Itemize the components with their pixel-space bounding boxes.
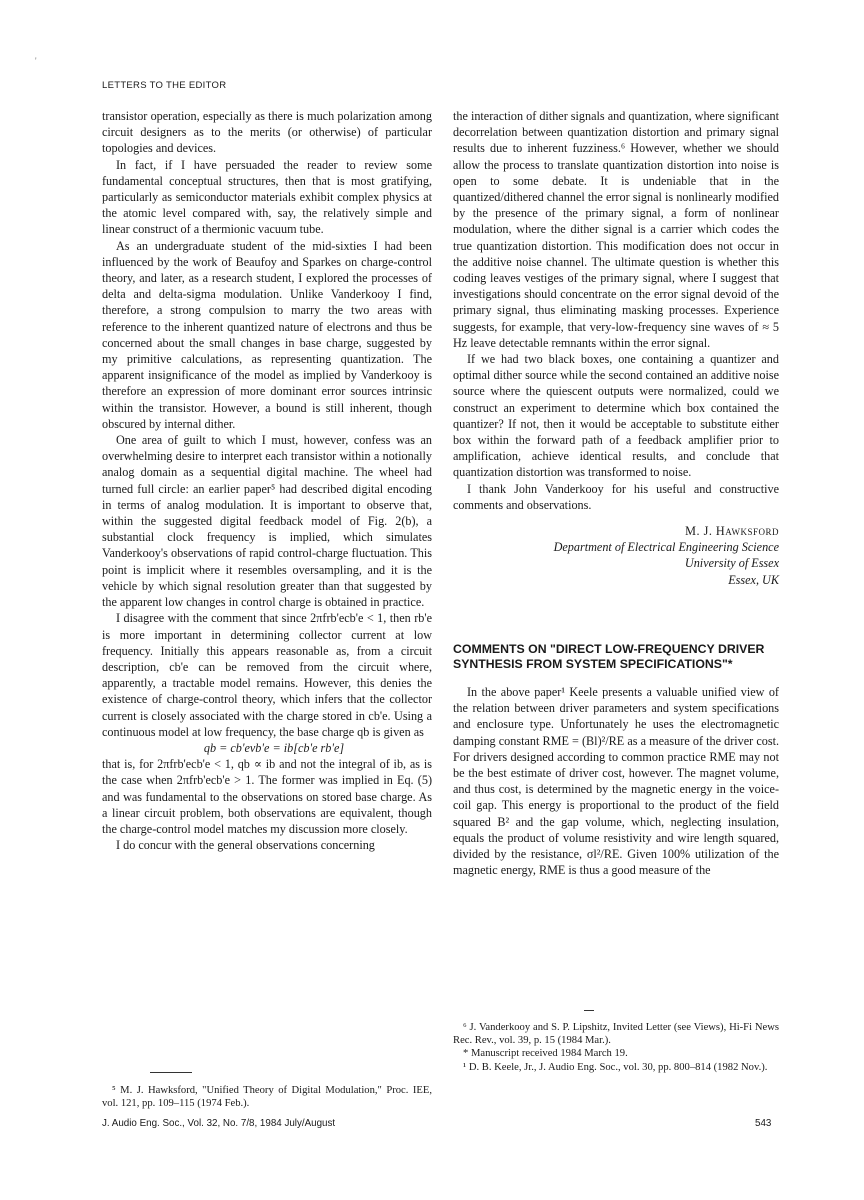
footnote-6: ⁶ J. Vanderkooy and S. P. Lipshitz, Invited Letter (see Views), Hi-Fi News Rec. Rev., vol. 39, p. 15 (1984 Mar.). bbox=[453, 1022, 779, 1047]
left-paragraph-3: As an undergraduate student of the mid-sixties I had been influenced by the work of Beaufoy and Sparkes on charge-control theory, and later, as a research student, I explored the processes of delta and delta-sigma modulation. Unlike Vanderkooy I find, therefore, a strong compulsion to marry the two areas with reference to the inherent quantized nature of electrons and thus be concerned about the small changes in base charge, suggested by my primitive calculations, as representing quantization. The apparent insignificance of the model as implied by Vanderkooy is therefore an expression of more dominant error sources intrinsic within the transistor. However, a bound is still inherent, though obscured by internal dither. bbox=[102, 238, 432, 431]
footnotes-right bbox=[453, 1021, 779, 1074]
right-paragraph-2: If we had two black boxes, one containing a quantizer and optimal dither source while the second contained an additive noise source where the quiescent outputs were normalized, could we construct an experiment to determine which box contained the quantizer? If not, then it would be acceptable to substitute either box within the forward path of a feedback amplifier prior to amplification, achieve identical results, and conclude that quantization distortion was transformed to noise. bbox=[453, 352, 779, 480]
signature-name: M. J. Hawksford bbox=[685, 524, 779, 539]
right-paragraph-1: the interaction of dither signals and quantization, where significant decorrelation between quantization distortion and primary signal results due to inherent fuzziness.⁶ However, whether we should allow the process to translate quantization distortion into noise is open to some debate. It is undeniable that in the quantized/dithered channel the error signal is nonlinearly modified by the presence of the primary signal, a form of nonlinear modulation, where the dither signal is a carrier which codes the true quantization distortion. This modification does not occur in the additive noise channel. The ultimate question is whether this coding leaves vestiges of the primary signal, where I suggest that investigations should concentrate on the error signal devoid of the primary signal, thus eliminating masking processes. Experience suggests, for example, that very-low-frequency sine waves of ≈ 5 Hz leave detectable remnants within the error signal. bbox=[453, 109, 779, 350]
footnotes-left bbox=[102, 1084, 432, 1110]
signature-department: Department of Electrical Engineering Science bbox=[553, 540, 779, 555]
stray-mark: ' bbox=[35, 56, 37, 66]
footnote-rule-right bbox=[584, 1010, 594, 1011]
right-paragraph-3: I thank John Vanderkooy for his useful and constructive comments and observations. bbox=[453, 481, 779, 512]
article-headline: COMMENTS ON "DIRECT LOW-FREQUENCY DRIVER SYNTHESIS FROM SYSTEM SPECIFICATIONS"* bbox=[453, 641, 765, 671]
left-paragraph-4: One area of guilt to which I must, however, confess was an overwhelming desire to interpret each transistor within a notionally analog domain as a sequential digital machine. The wheel had turned full circle: an earlier paper⁵ had described digital encoding in terms of analog modulation. It is important to observe that, within the suggested digital feedback model of Fig. 2(b), a substantial clock frequency is implied, which simulates Vanderkooy's observations of rapid control-charge fluctuation. This point is implicit where it resembles oversampling, and it is the vehicle by which signal resolution greater than that suggested by the apparent low changes in control charge is obtained in practice. bbox=[102, 433, 432, 610]
left-paragraph-7: I do concur with the general observations concerning bbox=[116, 838, 375, 853]
left-paragraph-2: In fact, if I have persuaded the reader to review some fundamental conceptual structures, then that is most gratifying, particularly as semiconductor materials exhibit complex physics at the atomic level compared with, say, the relatively simple and linear construct of a thermionic vacuum tube. bbox=[102, 157, 432, 237]
footnote-rule-left bbox=[150, 1072, 192, 1073]
running-head: LETTERS TO THE EDITOR bbox=[102, 80, 227, 91]
footnote-manuscript: * Manuscript received 1984 March 19. bbox=[463, 1048, 628, 1060]
footnote-5: ⁵ M. J. Hawksford, "Unified Theory of Digital Modulation," Proc. IEE, vol. 121, pp. 109–115 (1974 Feb.). bbox=[102, 1085, 432, 1110]
base-charge-equation: qb = cb'evb'e = ib[cb'e rb'e] bbox=[203, 740, 345, 755]
journal-citation-footer: J. Audio Eng. Soc., Vol. 32, No. 7/8, 1984 July/August bbox=[102, 1118, 336, 1129]
comment-paragraph: In the above paper¹ Keele presents a valuable unified view of the relation between driver parameters and system specifications and enclosure type. Unfortunately he uses the electromagnetic damping constant RME = (Bl)²/RE as a measure of the driver cost. For drivers designed according to common practice RME may not be the best estimate of driver cost, however. The magnet volume, and thus cost, is determined by the magnetic energy in the voice-coil gap. This energy is proportional to the product of the field squared B² and the gap volume, which, neglecting insulation, equals the product of volume resistivity and wire length squared, divided by the resistance, σl²/RE. Given 100% utilization of the magnetic energy, RME is thus a good measure of the bbox=[453, 684, 779, 878]
letter-signature bbox=[453, 523, 779, 588]
left-paragraph-1: transistor operation, especially as there is much polarization among circuit designers as to the merits (or otherwise) of particular topologies and devices. bbox=[102, 109, 432, 156]
left-paragraph-5: I disagree with the comment that since 2πfrb'ecb'e < 1, then rb'e is more important in determining collector current at low frequency. Initially this appears reasonable as, from a circuit description, cb'e can be removed from the circuit where, apparently, a tractable model remains. However, this denies the existence of charge-control theory, which infers that the collector current is closely associated with the charge stored in cb'e. Using a continuous model at low frequency, the base charge qb is given as bbox=[102, 611, 432, 739]
signature-university: University of Essex bbox=[684, 556, 779, 571]
left-column bbox=[102, 108, 432, 853]
page-number: 543 bbox=[755, 1118, 772, 1129]
footnote-1: ¹ D. B. Keele, Jr., J. Audio Eng. Soc., vol. 30, pp. 800–814 (1982 Nov.). bbox=[463, 1061, 768, 1073]
left-paragraph-6: that is, for 2πfrb'ecb'e < 1, qb ∝ ib and not the integral of ib, as is the case when 2πfrb'ecb'e > 1. The former was implied in Eq. (5) and was fundamental to the observations on stored base charge. As a linear circuit problem, both observations are equivalent, though the charge-control model matches my discussion more closely. bbox=[102, 757, 432, 836]
signature-location: Essex, UK bbox=[728, 572, 779, 587]
right-column bbox=[453, 108, 779, 878]
